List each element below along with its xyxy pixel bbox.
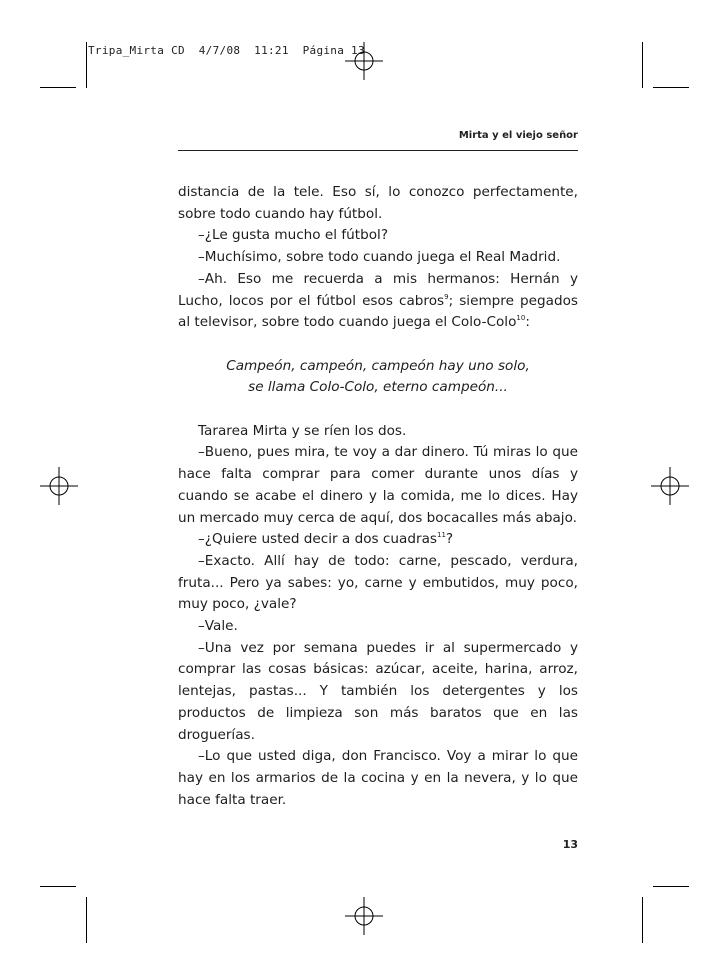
crop-mark-top-left-h (40, 87, 76, 88)
paragraph-text: ; siempre pegados al televisor, sobre todo cuando juega el Colo-Colo (178, 292, 579, 331)
registration-mark-bottom-icon (345, 897, 383, 935)
crop-mark-top-left-v (86, 42, 87, 88)
paragraph: –¿Le gusta mucho el fútbol? (198, 227, 389, 244)
crop-mark-bottom-left-h (40, 886, 76, 887)
crop-mark-top-right-h (653, 87, 689, 88)
registration-mark-right-icon (651, 467, 689, 505)
paragraph (178, 529, 578, 551)
paragraph (178, 269, 578, 334)
body-text (178, 182, 578, 811)
paragraph-text: : (525, 314, 530, 331)
crop-mark-bottom-right-v (642, 897, 643, 943)
crop-mark-bottom-right-h (653, 886, 689, 887)
paragraph: Tararea Mirta y se ríen los dos. (198, 422, 407, 439)
paragraph: –Bueno, pues mira, te voy a dar dinero. Tú miras lo que hace falta comprar para comer durante unos días y cuando se acabe el dinero y la comida, me lo dices. Hay un mercado muy cerca de aquí, dos bocacalles más abajo. (178, 444, 578, 526)
crop-mark-top-right-v (642, 42, 643, 88)
paragraph: –Una vez por semana puedes ir al supermercado y comprar las cosas básicas: azúcar, aceite, harina, arroz, lentejas, pastas... Y también los detergentes y los productos de limpieza son más baratos que en las droguerías. (178, 639, 578, 743)
paragraph-text: –¿Quiere usted decir a dos cuadras (198, 531, 437, 548)
registration-mark-top-icon (345, 42, 383, 80)
verse-line: Campeón, campeón, campeón hay uno solo, (226, 357, 530, 374)
paragraph: –Vale. (198, 618, 238, 635)
header-rule (178, 150, 578, 151)
paragraph-text: ? (445, 531, 454, 548)
footnote-ref: 10 (516, 314, 526, 323)
paragraph: –Exacto. Allí hay de todo: carne, pescado, verdura, fruta... Pero ya sabes: yo, carne y embutidos, muy poco, muy poco, ¿vale? (178, 552, 578, 613)
song-verse (178, 356, 578, 399)
paragraph-text: –Ah. Eso me recuerda a mis hermanos: Hernán y Lucho, locos por el fútbol esos cabros (178, 270, 578, 309)
paragraph: –Muchísimo, sobre todo cuando juega el Real Madrid. (198, 249, 561, 266)
crop-mark-bottom-left-v (86, 897, 87, 943)
footnote-ref: 11 (437, 531, 446, 540)
paragraph: distancia de la tele. Eso sí, lo conozco perfectamente, sobre todo cuando hay fútbol. (178, 184, 578, 222)
registration-mark-left-icon (40, 467, 78, 505)
footnote-ref: 9 (444, 292, 449, 301)
paragraph: –Lo que usted diga, don Francisco. Voy a mirar lo que hay en los armarios de la cocina y en la nevera, y lo que hace falta traer. (178, 748, 578, 808)
printer-slug-line: Tripa_Mirta CD 4/7/08 11:21 Página 13 (88, 44, 365, 57)
running-head: Mirta y el viejo señor (458, 130, 578, 141)
page-number: 13 (562, 838, 578, 851)
verse-line: se llama Colo-Colo, eterno campeón... (248, 379, 508, 396)
